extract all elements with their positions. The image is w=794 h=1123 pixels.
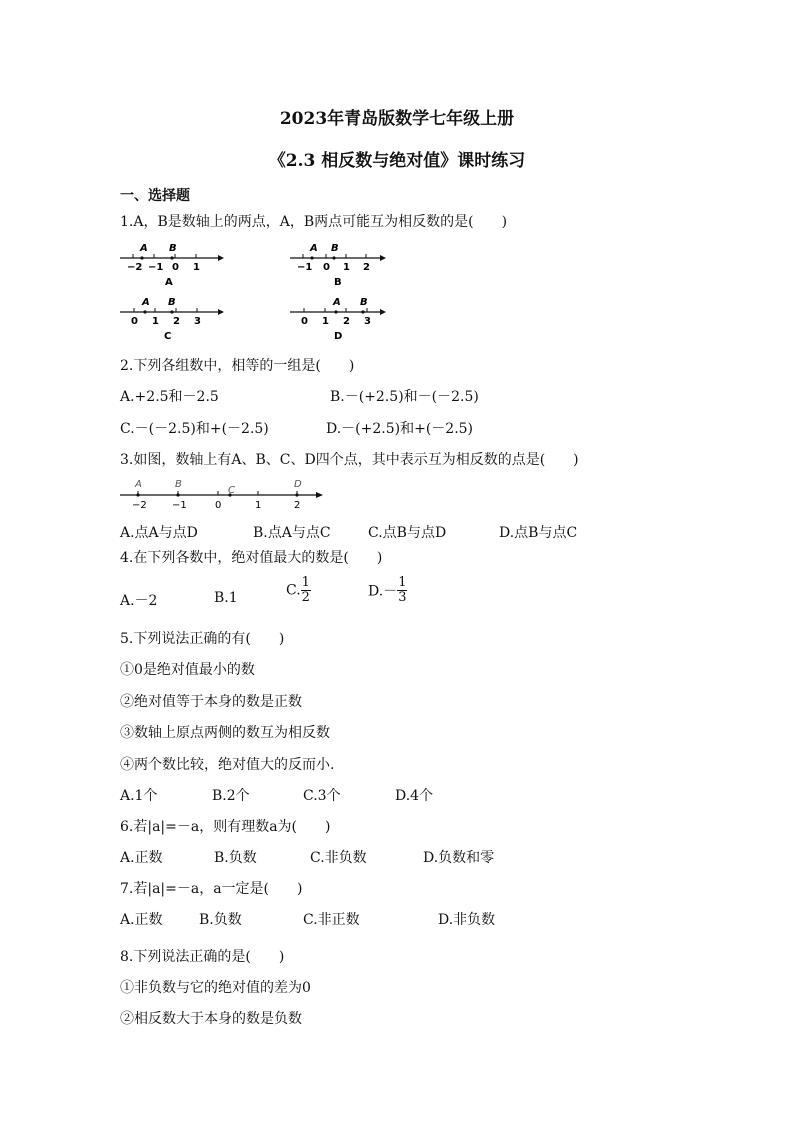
tick-label: 3: [364, 316, 371, 327]
tick-label: 0: [301, 316, 308, 327]
q5-statement: ①0是绝对值最小的数: [120, 662, 255, 678]
q7-option-b: B.负数: [199, 912, 242, 928]
q3-option-b: B.点A与点C: [253, 525, 331, 541]
tick-label: 1: [255, 500, 262, 511]
question-3-stem: 3.如图，数轴上有A、B、C、D四个点，其中表示互为相反数的点是( ): [120, 452, 579, 468]
q2-option-d: D.－(+2.5)和+(－2.5): [326, 421, 474, 437]
q7-option-c: C.非正数: [303, 912, 360, 928]
q3-option-c: C.点B与点D: [368, 525, 447, 541]
tick-label: −2: [132, 500, 147, 511]
question-5-stem: 5.下列说法正确的有( ): [120, 631, 285, 647]
q6-option-d: D.负数和零: [423, 850, 495, 866]
question-2-stem: 2.下列各组数中，相等的一组是( ): [120, 358, 355, 374]
question-7-stem: 7.若|a|=－a，a一定是( ): [120, 881, 303, 897]
q4-option-c-prefix: C.: [286, 582, 301, 599]
point-label: B: [331, 243, 339, 254]
q5-statement: ③数轴上原点两侧的数互为相反数: [120, 725, 330, 741]
q3-number-line: [118, 476, 328, 514]
figure-caption: C: [164, 331, 172, 342]
point-label: D: [294, 479, 302, 490]
tick-label: 1: [193, 262, 200, 273]
q8-statement: ①非负数与它的绝对值的差为0: [120, 980, 311, 996]
tick-label: 0: [215, 500, 222, 511]
q4-option-c: [286, 576, 311, 605]
q1-figure-b: [288, 238, 398, 288]
q5-statement: ②绝对值等于本身的数是正数: [120, 694, 302, 710]
q8-statement: ②相反数大于本身的数是负数: [120, 1011, 302, 1027]
fraction-one-half: $\frac{1}{2}$: [301, 575, 310, 605]
tick-label: 2: [363, 262, 370, 273]
tick-label: −1: [148, 262, 164, 273]
q4-option-a: A.－2: [120, 593, 158, 609]
q3-option-a: A.点A与点D: [120, 525, 198, 541]
document-subtitle: 《2.3 相反数与绝对值》课时练习: [268, 151, 526, 171]
q7-option-a: A.正数: [120, 912, 163, 928]
q5-option-a: A.1个: [120, 788, 158, 804]
q4-option-b: B.1: [214, 590, 238, 606]
q2-option-c: C.－(－2.5)和+(－2.5): [120, 421, 269, 437]
q6-option-c: C.非负数: [310, 850, 367, 866]
fraction-one-third: $\frac{1}{3}$: [398, 575, 407, 605]
tick-label: −1: [297, 262, 313, 273]
q3-option-d: D.点B与点C: [499, 525, 578, 541]
q2-option-b: B.－(+2.5)和－(－2.5): [330, 389, 479, 405]
q5-statement: ④两个数比较，绝对值大的反而小.: [120, 757, 335, 773]
tick-label: 2: [294, 500, 301, 511]
question-6-stem: 6.若|a|=－a，则有理数a为( ): [120, 819, 331, 835]
section-heading: 一、选择题: [120, 188, 190, 204]
q1-figure-a: [118, 238, 228, 288]
point-label: A: [333, 297, 341, 308]
point-label: B: [169, 243, 177, 254]
tick-label: −1: [172, 500, 187, 511]
point-label: A: [140, 243, 148, 254]
tick-label: 3: [194, 316, 201, 327]
question-4-stem: 4.在下列各数中，绝对值最大的数是( ): [120, 550, 383, 566]
q4-option-d: [368, 576, 407, 605]
tick-label: 0: [131, 316, 138, 327]
tick-label: 0: [323, 262, 330, 273]
tick-label: 1: [322, 316, 329, 327]
figure-caption: A: [165, 277, 173, 288]
q5-option-b: B.2个: [212, 788, 250, 804]
q7-option-d: D.非负数: [438, 912, 496, 928]
q6-option-b: B.负数: [214, 850, 257, 866]
tick-label: −2: [127, 262, 143, 273]
q6-option-a: A.正数: [120, 850, 163, 866]
figure-caption: D: [334, 331, 343, 342]
point-label: B: [168, 297, 176, 308]
q1-figure-c: [118, 292, 228, 342]
question-8-stem: 8.下列说法正确的是( ): [120, 949, 285, 965]
tick-label: 0: [172, 262, 179, 273]
q4-option-d-prefix: D.－: [368, 583, 398, 600]
point-label: A: [135, 479, 142, 490]
tick-label: 1: [152, 316, 159, 327]
figure-caption: B: [334, 277, 342, 288]
q5-option-c: C.3个: [303, 788, 341, 804]
q2-option-a: A.+2.5和－2.5: [120, 389, 219, 405]
question-1-stem: 1.A，B是数轴上的两点，A，B两点可能互为相反数的是( ): [120, 214, 508, 230]
document-title: 2023年青岛版数学七年级上册: [279, 109, 515, 129]
point-label: B: [175, 479, 182, 490]
q5-option-d: D.4个: [395, 788, 434, 804]
tick-label: 2: [343, 316, 350, 327]
tick-label: 2: [173, 316, 180, 327]
point-label: B: [360, 297, 368, 308]
point-label: A: [142, 297, 150, 308]
point-label: C: [228, 485, 235, 496]
point-label: A: [310, 243, 318, 254]
q1-figure-d: [288, 292, 398, 342]
tick-label: 1: [343, 262, 350, 273]
